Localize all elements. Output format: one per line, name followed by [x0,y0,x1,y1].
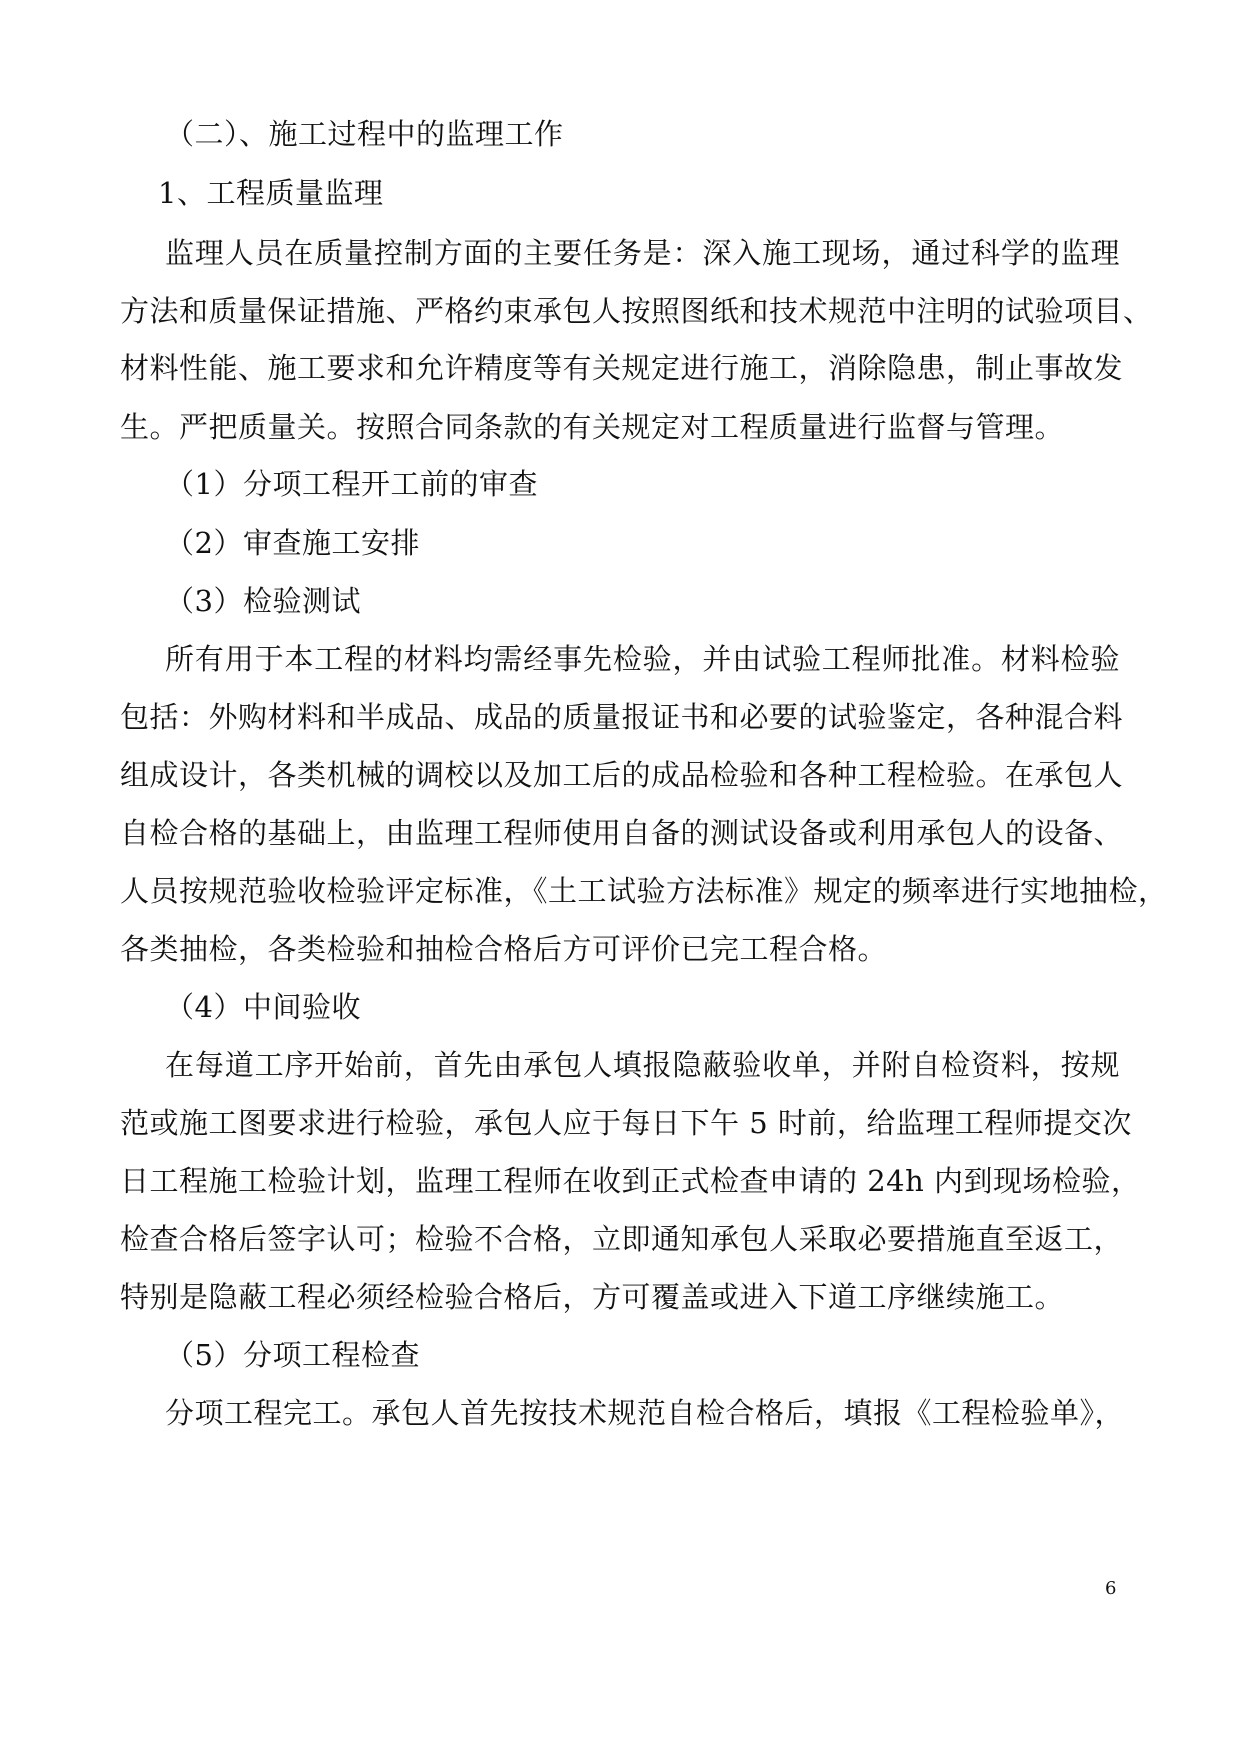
paragraph-line: 组成设计，各类机械的调校以及加工后的成品检验和各种工程检验。在承包人 [120,758,1124,792]
paragraph-line: 各类抽检，各类检验和抽检合格后方可评价已完工程合格。 [120,932,888,966]
paragraph-line: 生。严把质量关。按照合同条款的有关规定对工程质量进行监督与管理。 [120,410,1065,444]
paragraph-line: 方法和质量保证措施、严格约束承包人按照图纸和技术规范中注明的试验项目、 [120,294,1153,328]
paragraph-line: 材料性能、施工要求和允许精度等有关规定进行施工，消除隐患，制止事故发 [120,351,1124,385]
paragraph-line: 所有用于本工程的材料均需经事先检验，并由试验工程师批准。材料检验 [165,642,1120,676]
list-item-1: （1）分项工程开工前的审查 [165,467,538,501]
paragraph-line: 分项工程完工。承包人首先按技术规范自检合格后，填报《工程检验单》， [165,1396,1125,1430]
list-item-5: （5）分项工程检查 [165,1338,420,1372]
list-item-4: （4）中间验收 [165,990,361,1024]
paragraph-line: 自检合格的基础上，由监理工程师使用自备的测试设备或利用承包人的设备、 [120,816,1124,850]
paragraph-line: 人员按规范验收检验评定标准，《土工试验方法标准》规定的频率进行实地抽检， [120,874,1168,908]
paragraph-line: 特别是隐蔽工程必须经检验合格后，方可覆盖或进入下道工序继续施工。 [120,1280,1065,1314]
list-item-2: （2）审查施工安排 [165,526,420,560]
page-number: 6 [1105,1578,1117,1599]
section-heading: （二）、施工过程中的监理工作 [165,117,564,151]
paragraph-line: 包括：外购材料和半成品、成品的质量报证书和必要的试验鉴定，各种混合料 [120,700,1124,734]
paragraph-line: 范或施工图要求进行检验，承包人应于每日下午 5 时前，给监理工程师提交次 [120,1106,1132,1140]
paragraph-line: 在每道工序开始前，首先由承包人填报隐蔽验收单，并附自检资料，按规 [165,1048,1120,1082]
subheading-quality-supervision: 1、工程质量监理 [158,176,384,210]
paragraph-line: 日工程施工检验计划，监理工程师在收到正式检查申请的 24h 内到现场检验， [120,1164,1141,1198]
paragraph-line: 检查合格后签字认可；检验不合格，立即通知承包人采取必要措施直至返工， [120,1222,1124,1256]
paragraph-line: 监理人员在质量控制方面的主要任务是：深入施工现场，通过科学的监理 [165,236,1120,270]
list-item-3: （3）检验测试 [165,584,361,618]
